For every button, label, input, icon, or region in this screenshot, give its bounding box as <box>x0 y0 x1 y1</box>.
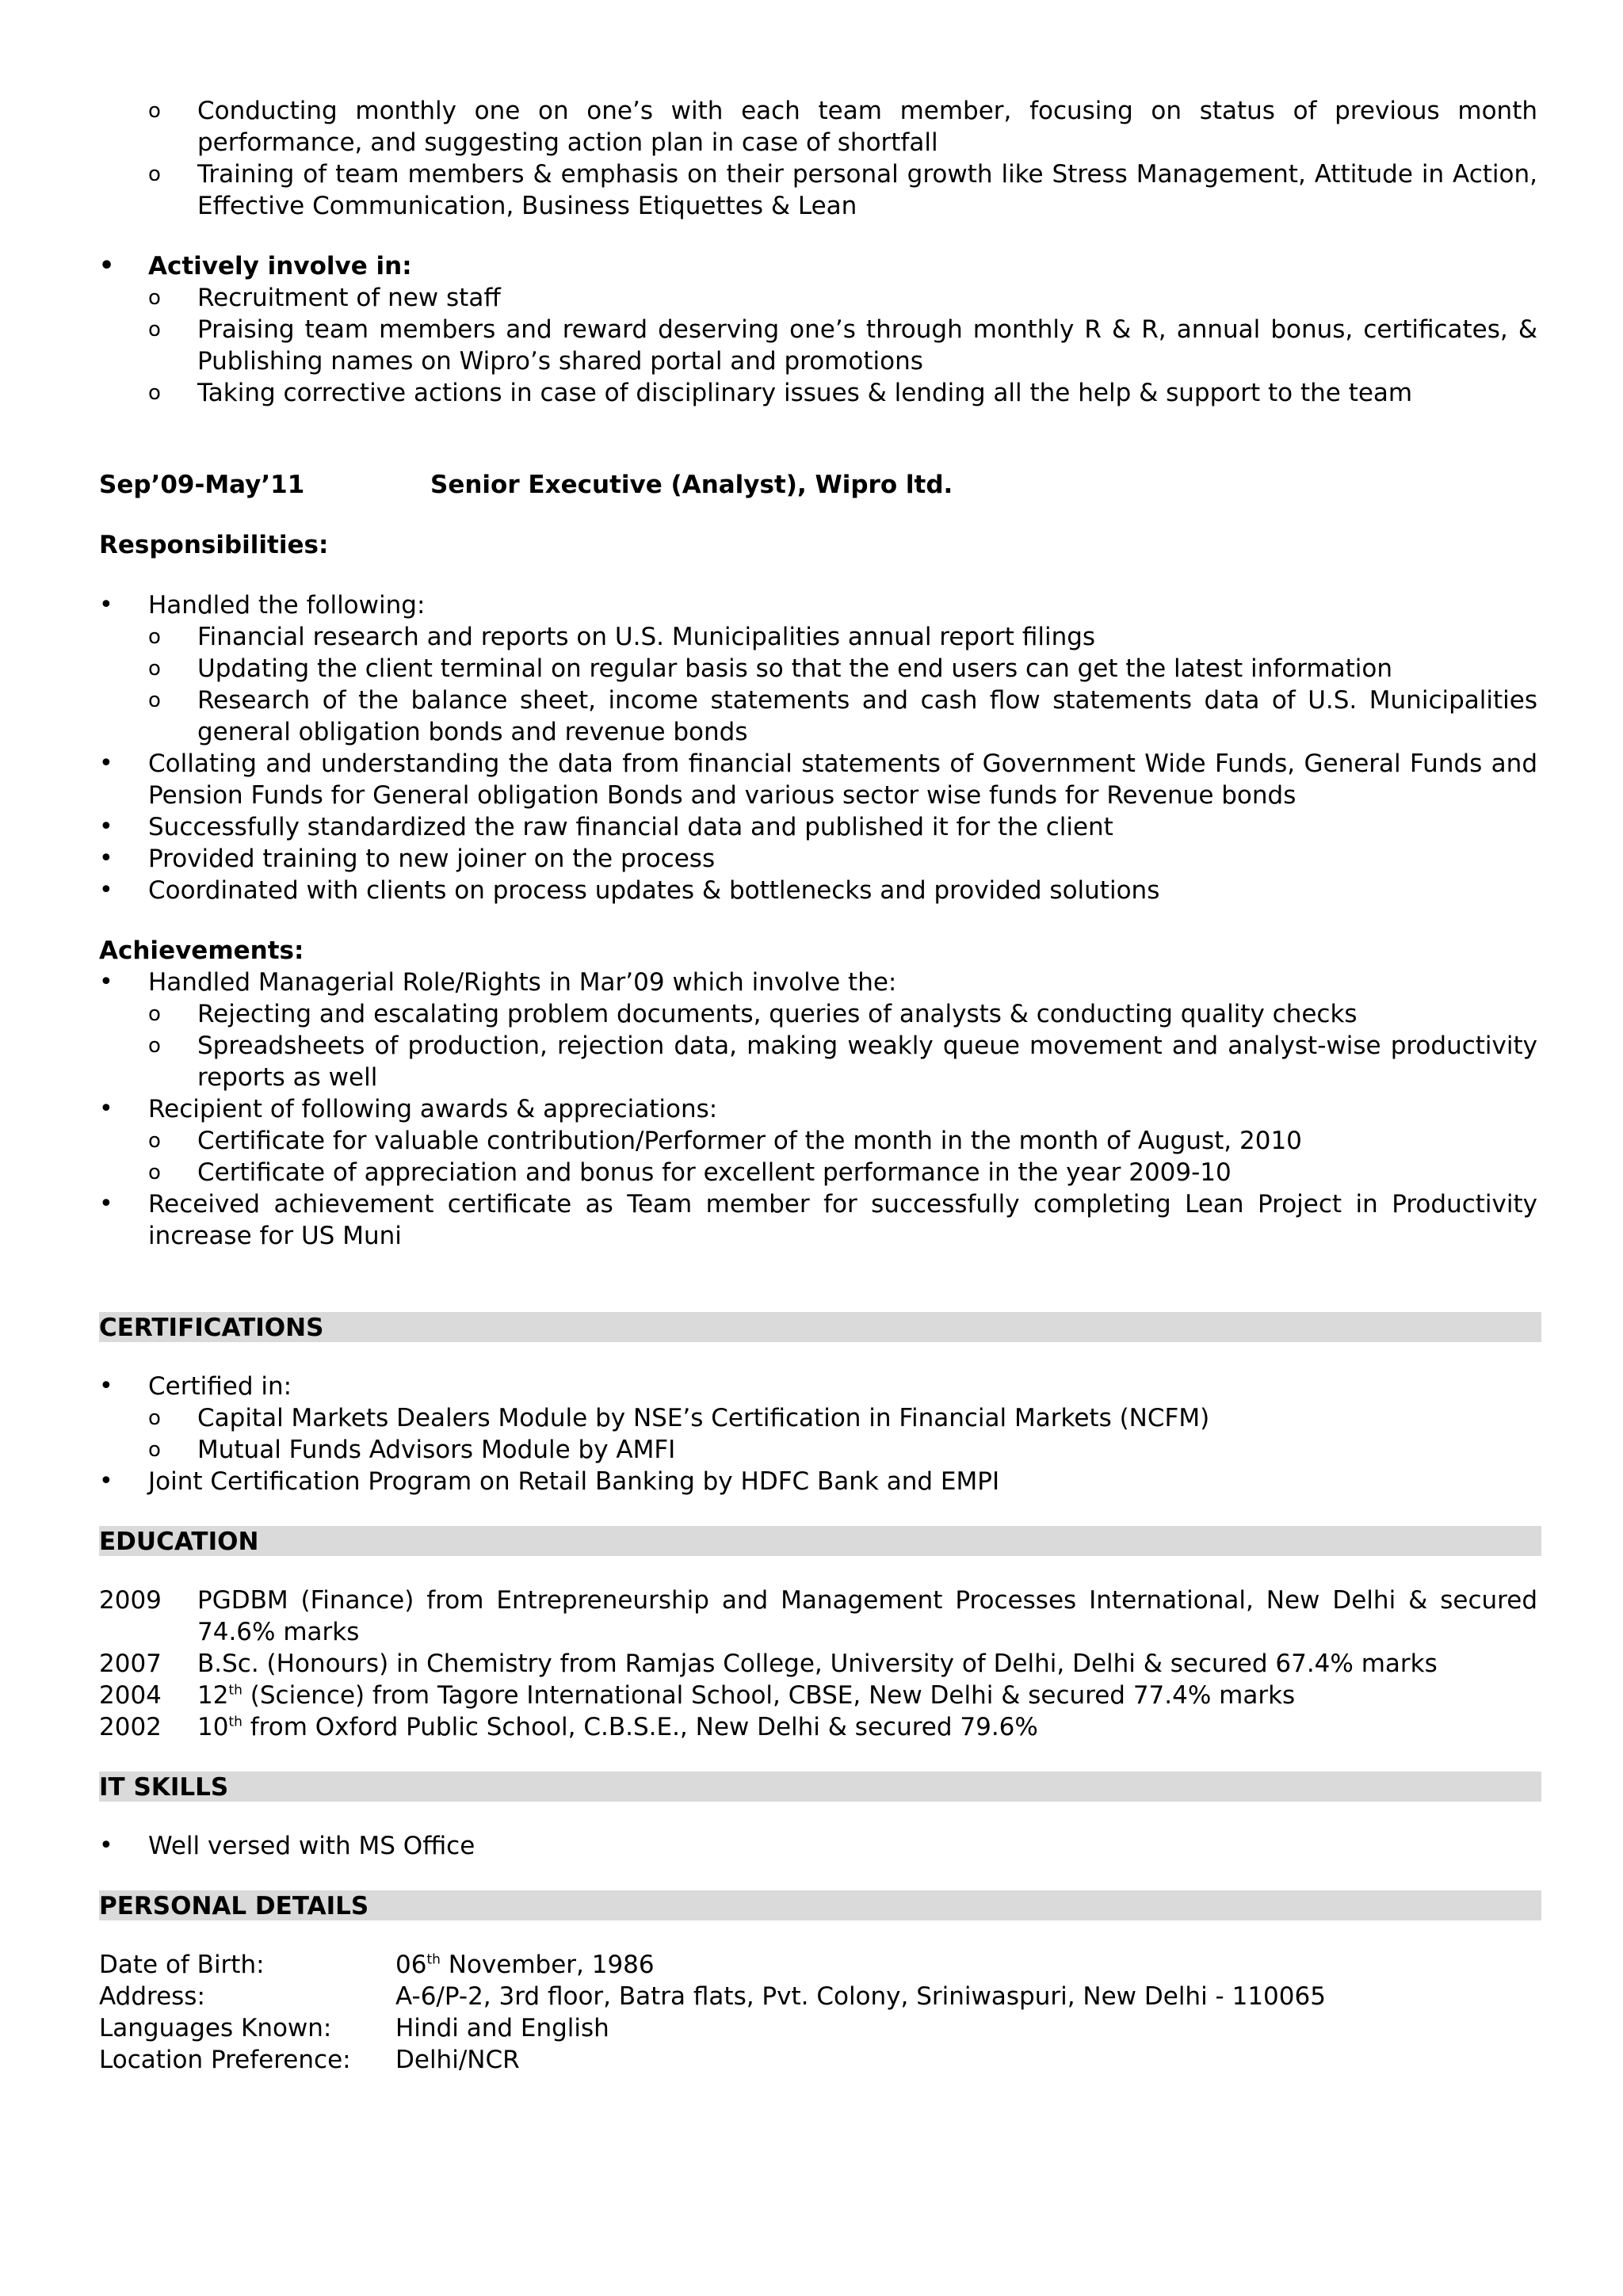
list-item: • Certified in: <box>99 1372 292 1401</box>
education-row: 2007 B.Sc. (Honours) in Chemistry from Ramjas College, University of Delhi, Delhi & secured 67.4% marks <box>99 1650 1438 1678</box>
list-item: o Updating the client terminal on regular basis so that the end users can get the latest information <box>148 654 1392 683</box>
list-item: o Conducting monthly one on one’s with each team member, focusing on status of previous month performance, and suggesting action plan in case of shortfall <box>148 97 1537 157</box>
job-dates: Sep’09-May’11 <box>99 471 305 499</box>
list-item: • Successfully standardized the raw financial data and published it for the client <box>99 813 1113 841</box>
list-item: • Well versed with MS Office <box>99 1832 475 1860</box>
personal-languages: Languages Known: Hindi and English <box>99 2014 609 2042</box>
job-title: Senior Executive (Analyst), Wipro ltd. <box>430 471 953 499</box>
list-item: o Financial research and reports on U.S. Municipalities annual report filings <box>148 623 1096 651</box>
list-item: o Recruitment of new staff <box>148 284 501 312</box>
list-item: • Recipient of following awards & appreciations: <box>99 1095 718 1123</box>
section-header-certifications: CERTIFICATIONS <box>99 1312 1541 1342</box>
list-item: • Provided training to new joiner on the process <box>99 845 716 873</box>
section-header-education: EDUCATION <box>99 1526 1541 1556</box>
personal-dob: Date of Birth: 06th November, 1986 <box>99 1951 655 1979</box>
education-row: 2009 PGDBM (Finance) from Entrepreneurship and Management Processes International, New Delhi & secured 74.6% marks <box>99 1586 1537 1646</box>
personal-location: Location Preference: Delhi/NCR <box>99 2046 520 2074</box>
personal-address: Address: A-6/P-2, 3rd floor, Batra flats, Pvt. Colony, Sriniwaspuri, New Delhi - 110065 <box>99 1982 1326 2011</box>
list-item: o Certificate for valuable contribution/Performer of the month in the month of August, 2010 <box>148 1127 1302 1155</box>
list-item: • Collating and understanding the data from financial statements of Government Wide Funds, General Funds and Pension Funds for General obligation Bonds and various sector wise funds for Revenue bonds <box>99 749 1537 810</box>
list-item: o Spreadsheets of production, rejection data, making weakly queue movement and analyst-wise productivity reports as well <box>148 1032 1537 1092</box>
list-item: o Mutual Funds Advisors Module by AMFI <box>148 1436 676 1464</box>
section-header-personal-details: PERSONAL DETAILS <box>99 1890 1541 1920</box>
list-item: o Training of team members & emphasis on their personal growth like Stress Management, Attitude in Action, Effective Communication, Business Etiquettes & Lean <box>148 160 1537 220</box>
list-item: • Coordinated with clients on process updates & bottlenecks and provided solutions <box>99 876 1160 905</box>
list-item: o Research of the balance sheet, income statements and cash flow statements data of U.S. Municipalities general obligation bonds and revenue bonds <box>148 686 1537 746</box>
list-item: o Capital Markets Dealers Module by NSE’s Certification in Financial Markets (NCFM) <box>148 1404 1210 1432</box>
education-row: 2004 12th (Science) from Tagore International School, CBSE, New Delhi & secured 77.4% marks <box>99 1681 1296 1710</box>
achievements-heading: Achievements: <box>99 936 304 965</box>
list-item: o Taking corrective actions in case of disciplinary issues & lending all the help & support to the team <box>148 379 1413 407</box>
list-item: • Handled Managerial Role/Rights in Mar’09 which involve the: <box>99 968 897 997</box>
list-item: • Joint Certification Program on Retail Banking by HDFC Bank and EMPI <box>99 1467 1000 1496</box>
involve-heading: • Actively involve in: <box>99 252 412 280</box>
resume-page <box>99 95 1537 2076</box>
job-heading <box>99 469 1537 501</box>
list-item: o Certificate of appreciation and bonus for excellent performance in the year 2009-10 <box>148 1158 1232 1187</box>
list-item: o Praising team members and reward deserving one’s through monthly R & R, annual bonus, certificates, & Publishing names on Wipro’s shared portal and promotions <box>148 315 1537 376</box>
list-item: o Rejecting and escalating problem documents, queries of analysts & conducting quality checks <box>148 1000 1358 1028</box>
list-item: • Received achievement certificate as Team member for successfully completing Lean Project in Productivity increase for US Muni <box>99 1190 1537 1250</box>
list-item: • Handled the following: <box>99 591 426 620</box>
education-row: 2002 10th from Oxford Public School, C.B.S.E., New Delhi & secured 79.6% <box>99 1713 1038 1741</box>
responsibilities-heading: Responsibilities: <box>99 531 329 559</box>
section-header-it-skills: IT SKILLS <box>99 1772 1541 1802</box>
